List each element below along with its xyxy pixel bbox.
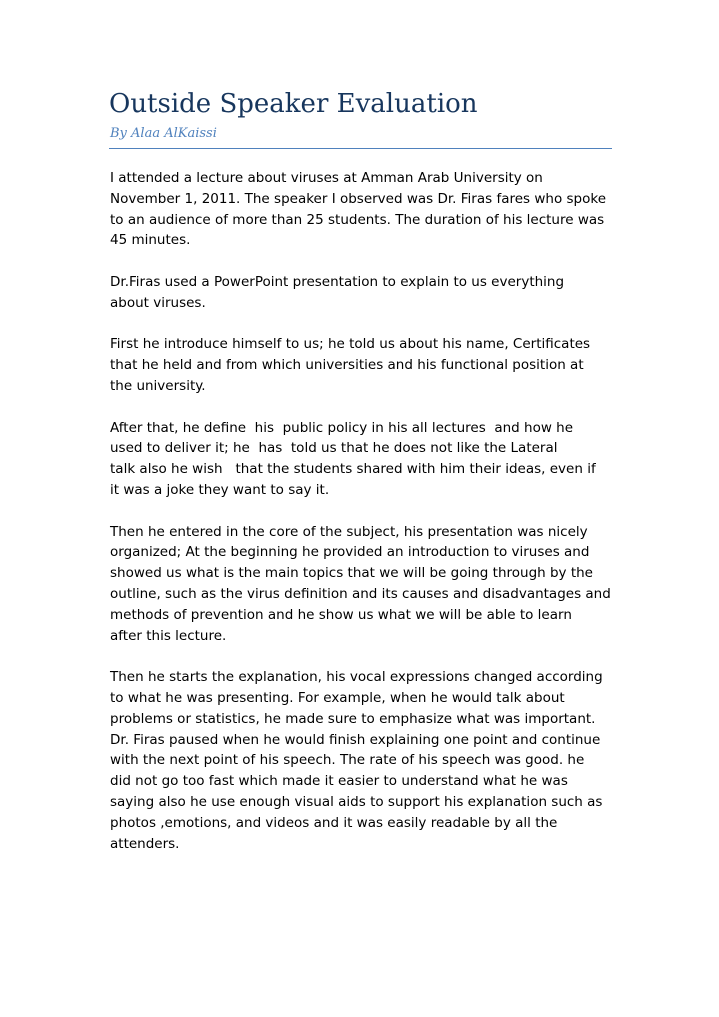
text-line: November 1, 2011. The speaker I observed was Dr. Firas fares who spoke [110,190,607,207]
text-line: organized; At the beginning he provided an introduction to viruses and [110,544,590,561]
text-line: After that, he define his public policy in his all lectures and how he [110,419,574,436]
document-byline: By Alaa AlKaissi [110,126,217,141]
text-line: Then he entered in the core of the subject, his presentation was nicely [110,523,588,540]
text-line: about viruses. [110,294,206,311]
paragraph [110,272,630,314]
document-title: Outside Speaker Evaluation [109,89,478,119]
title-divider [109,148,612,149]
text-line: showed us what is the main topics that we will be going through by the [110,565,593,582]
text-line: saying also he use enough visual aids to support his explanation such as [110,793,603,810]
paragraph [110,522,630,647]
text-line: used to deliver it; he has told us that he does not like the Lateral [110,440,558,457]
text-line: to what he was presenting. For example, when he would talk about [110,689,565,706]
document-body [110,168,630,875]
text-line: talk also he wish that the students shared with him their ideas, even if [110,461,596,478]
text-line: Dr. Firas paused when he would finish explaining one point and continue [110,731,601,748]
paragraph [110,418,630,501]
text-line: outline, such as the virus definition and its causes and disadvantages and [110,585,611,602]
text-line: with the next point of his speech. The rate of his speech was good. he [110,752,585,769]
text-line: Then he starts the explanation, his vocal expressions changed according [110,669,603,686]
text-line: Dr.Firas used a PowerPoint presentation to explain to us everything [110,273,565,290]
text-line: problems or statistics, he made sure to emphasize what was important. [110,710,596,727]
text-line: the university. [110,377,206,394]
text-line: 45 minutes. [110,232,191,249]
text-line: to an audience of more than 25 students. The duration of his lecture was [110,211,605,228]
text-line: I attended a lecture about viruses at Amman Arab University on [110,170,543,186]
text-line: it was a joke they want to say it. [110,481,330,498]
paragraph [110,168,630,251]
paragraph [110,334,630,396]
text-line: did not go too fast which made it easier to understand what he was [110,773,568,790]
text-line: photos ,emotions, and videos and it was easily readable by all the [110,814,558,831]
text-line: First he introduce himself to us; he told us about his name, Certificates [110,336,591,353]
text-line: that he held and from which universities and his functional position at [110,357,584,374]
paragraph [110,667,630,854]
text-line: after this lecture. [110,627,227,644]
text-line: methods of prevention and he show us what we will be able to learn [110,606,572,623]
text-line: attenders. [110,835,180,852]
